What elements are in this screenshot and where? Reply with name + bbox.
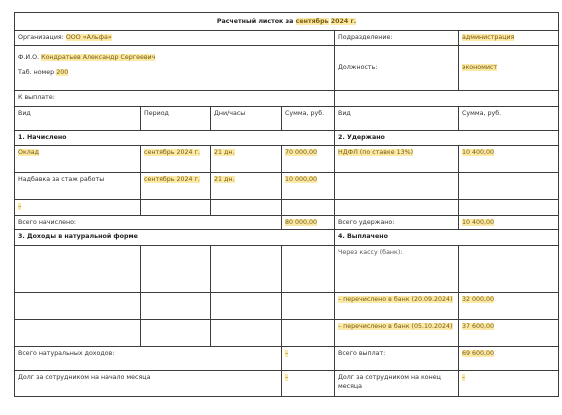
- header-kind: Вид: [15, 107, 141, 131]
- title-month: сентябрь: [295, 17, 329, 25]
- accrued-row-2-period: сентябрь 2024 г.: [141, 173, 211, 200]
- dept-label: Подразделение:: [335, 31, 459, 46]
- withheld-total-value: 10 400,00: [462, 219, 495, 226]
- title-prefix: Расчетный листок за: [216, 17, 294, 25]
- payslip-table: [14, 12, 559, 397]
- withheld-row-1-sum: 10 400,00: [459, 146, 559, 173]
- withheld-row-3-kind: [335, 200, 459, 216]
- fio-value: Кондратьев Александр Сергеевич: [41, 54, 156, 61]
- accrued-total-value-cell: [282, 216, 335, 230]
- accrued-total-value: 80 000,00: [285, 219, 318, 226]
- debt-end-value: –: [462, 374, 466, 382]
- dept-value-cell: [459, 31, 559, 46]
- section-withheld: 2. Удержано: [335, 131, 559, 146]
- accrued-row-3-days: [211, 200, 282, 216]
- accrued-row-3-kind: –: [15, 200, 141, 216]
- in-kind-row-2-period: [141, 293, 211, 320]
- paid-row-3-sum: 37 600,00: [459, 320, 559, 347]
- dept-value: администрация: [462, 34, 515, 41]
- payslip-title: [15, 13, 559, 31]
- in-kind-row-1-kind: [15, 246, 141, 293]
- paid-row-1-kind: Через кассу (банк):: [335, 246, 459, 293]
- debt-start-label: Долг за сотрудником на начало месяца: [15, 371, 282, 397]
- accrued-row-3-period: [141, 200, 211, 216]
- org-label: Организация:: [18, 34, 64, 41]
- accrued-row-1-sum: 70 000,00: [282, 146, 335, 173]
- paid-row-2-kind: – перечислено в банк (20.09.2024): [335, 293, 459, 320]
- title-year: 2024 г.: [330, 17, 357, 25]
- tab-value: 200: [56, 69, 69, 77]
- paid-total-label: Всего выплат:: [335, 347, 459, 371]
- fio-cell: [15, 46, 335, 91]
- in-kind-row-2-sum: [282, 293, 335, 320]
- accrued-total-label: Всего начислено:: [15, 216, 282, 230]
- in-kind-row-3-kind: [15, 320, 141, 347]
- withheld-row-2-sum: [459, 173, 559, 200]
- withheld-row-1-kind: НДФЛ (по ставке 13%): [335, 146, 459, 173]
- withheld-total-label: Всего удержано:: [335, 216, 459, 230]
- in-kind-total-value-cell: [282, 347, 335, 371]
- accrued-row-1-period: сентябрь 2024 г.: [141, 146, 211, 173]
- header-period: Период: [141, 107, 211, 131]
- debt-start-value: –: [285, 374, 289, 382]
- paid-row-1-sum: [459, 246, 559, 293]
- section-paid: 4. Выплачено: [335, 230, 559, 246]
- in-kind-total-label: Всего натуральных доходов:: [15, 347, 282, 371]
- fio-label: Ф.И.О.: [18, 54, 40, 61]
- paid-total-value: 69 600,00: [462, 350, 495, 358]
- header-days-hours: Дни/часы: [211, 107, 282, 131]
- in-kind-row-3-days: [211, 320, 282, 347]
- org-value: ООО «Альфа»: [65, 34, 112, 41]
- in-kind-row-1-days: [211, 246, 282, 293]
- header-kind-2: Вид: [335, 107, 459, 131]
- position-label: Должность:: [335, 46, 459, 91]
- in-kind-row-3-sum: [282, 320, 335, 347]
- in-kind-row-1-period: [141, 246, 211, 293]
- withheld-row-2-kind: [335, 173, 459, 200]
- section-accrued: 1. Начислено: [15, 131, 335, 146]
- tab-label: Таб. номер: [18, 69, 55, 77]
- section-in-kind: 3. Доходы в натуральной форме: [15, 230, 335, 246]
- debt-start-value-cell: [282, 371, 335, 397]
- accrued-row-1-days: 21 дн.: [211, 146, 282, 173]
- payout-label: К выплате:: [15, 91, 335, 107]
- withheld-row-3-sum: [459, 200, 559, 216]
- in-kind-row-1-sum: [282, 246, 335, 293]
- accrued-row-2-sum: 10 000,00: [282, 173, 335, 200]
- withheld-total-value-cell: [459, 216, 559, 230]
- position-value-cell: [459, 46, 559, 91]
- header-sum-2: Сумма, руб.: [459, 107, 559, 131]
- accrued-row-3-sum: [282, 200, 335, 216]
- in-kind-total-value: –: [285, 350, 289, 358]
- in-kind-row-2-kind: [15, 293, 141, 320]
- paid-total-value-cell: [459, 347, 559, 371]
- payout-value: [335, 91, 559, 107]
- position-value: экономист: [462, 64, 498, 72]
- accrued-row-2-kind: Надбавка за стаж работы: [15, 173, 141, 200]
- accrued-row-2-days: 21 дн.: [211, 173, 282, 200]
- accrued-row-1-kind: Оклад: [15, 146, 141, 173]
- org-cell: [15, 31, 335, 46]
- debt-end-label: Долг за сотрудником на конец месяца: [335, 371, 459, 397]
- debt-end-value-cell: [459, 371, 559, 397]
- paid-row-2-sum: 32 000,00: [459, 293, 559, 320]
- header-sum: Сумма, руб.: [282, 107, 335, 131]
- in-kind-row-3-period: [141, 320, 211, 347]
- in-kind-row-2-days: [211, 293, 282, 320]
- paid-row-3-kind: – перечислено в банк (05.10.2024): [335, 320, 459, 347]
